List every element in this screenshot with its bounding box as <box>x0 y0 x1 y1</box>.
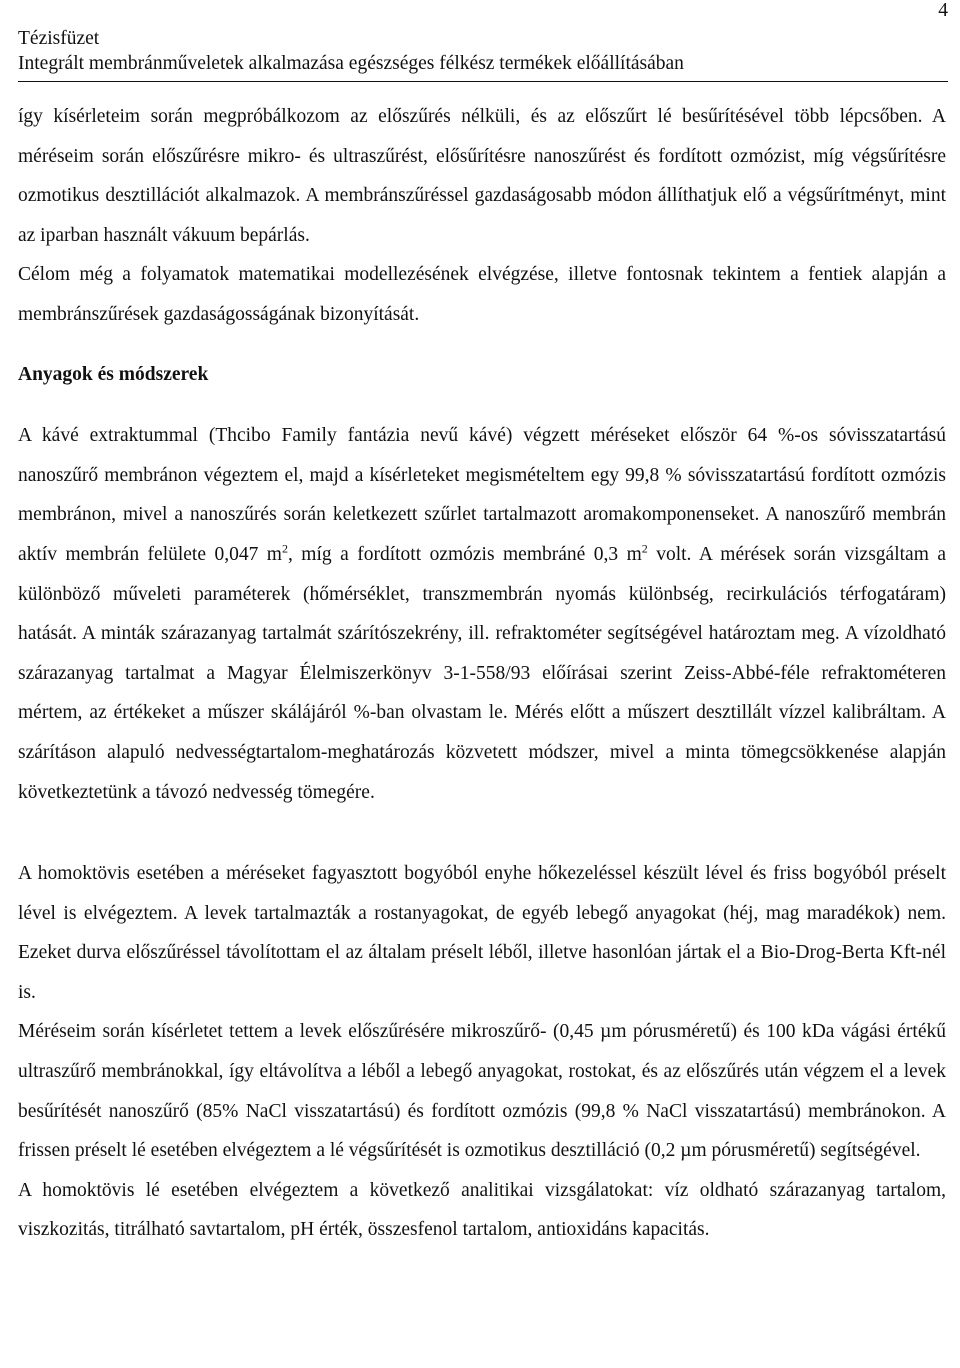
coffee-methods-paragraph <box>18 416 946 812</box>
section-heading: Anyagok és módszerek <box>18 363 209 385</box>
header-subtitle: Integrált membránműveletek alkalmazása egészséges félkész termékek előállításában <box>18 53 684 74</box>
coffee-text-2: , míg a fordított ozmózis membráné 0,3 m <box>287 543 642 565</box>
header-divider <box>18 81 948 82</box>
intro-paragraph-1: így kísérleteim során megpróbálkozom az előszűrés nélküli, és az előszűrt lé besűrítésével több lépcsőben. A méréseim során előszűrésre mikro- és ultraszűrést, elősűrítésre nanoszűrést és fordított ozmózist, míg végsűrítésre ozmotikus desztillációt alkalmazok. A membránszűréssel gazdaságosabb módon állíthatjuk elő a végsűrítményt, mint az iparban használt vákuum bepárlás. <box>18 106 946 246</box>
coffee-text-3: volt. A mérések során vizsgáltam a különböző műveleti paraméterek (hőmérséklet, transzmembrán nyomás különbség, recirkulációs térfogatáram) hatását. A minták szárazanyag tartalmát szárítószekrény, ill. refraktométer segítségével határoztam meg. A vízoldható szárazanyag tartalmat a Magyar Élelmiszerkönyv 3-1-558/93 előírásai szerint Zeiss-Abbé-féle refraktométeren mértem, az értékeket a műszer skálájáról %-ban olvastam le. Mérés előtt a műszert desztillált vízzel kalibráltam. A szárításon alapuló nedvességtartalom-meghatározás közvetett módszer, mivel a minta tömegcsökkenése alapján következtetünk a távozó nedvesség tömegére. <box>18 543 946 803</box>
superscript-2: 2 <box>641 541 648 556</box>
header-title: Tézisfüzet <box>18 28 100 49</box>
running-header <box>18 26 948 76</box>
intro-paragraph-2: Célom még a folyamatok matematikai modellezésének elvégzése, illetve fontosnak tekintem a fentiek alapján a membránszűrések gazdaságosságának bizonyítását. <box>18 264 946 325</box>
coffee-text-1: A kávé extraktummal (Thcibo Family fantázia nevű kávé) végzett méréseket először 64 %-os sóvisszatartású nanoszűrő membránon végeztem el, majd a kísérleteket megismételtem egy 99,8 % sóvisszatartású fordított ozmózis membránon, mivel a nanoszűrés során keletkezett szűrlet tartalmazott aromakomponenseket. A nanoszűrő membrán aktív membrán felülete 0,047 m <box>18 425 946 565</box>
page-number: 4 <box>938 0 948 21</box>
sea-buckthorn-paragraph-2: Méréseim során kísérletet tettem a levek előszűrésére mikroszűrő- (0,45 µm pórusméretű) és 100 kDa vágási értékű ultraszűrő membránokkal, így eltávolítva a léből a lebegő anyagokat, rostokat, és az előszűrés után végzem el a levek besűrítését nanoszűrő (85% NaCl visszatartású) és fordított ozmózis (99,8 % NaCl visszatartású) membránokon. A frissen préselt lé esetében elvégeztem a lé végsűrítését is ozmotikus desztilláció (0,2 µm pórusméretű) segítségével. <box>18 1021 946 1162</box>
sea-buckthorn-paragraph-3: A homoktövis lé esetében elvégeztem a következő analitikai vizsgálatokat: víz oldható szárazanyag tartalom, viszkozitás, titrálható savtartalom, pH érték, összesfenol tartalom, antioxidáns kapacitás. <box>18 1179 946 1241</box>
superscript-2: 2 <box>281 541 288 556</box>
document-body <box>18 97 946 1250</box>
sea-buckthorn-paragraph-1: A homoktövis esetében a méréseket fagyasztott bogyóból enyhe hőkezeléssel készült lével és friss bogyóból préselt lével is elvégeztem. A levek tartalmazták a rostanyagokat, de egyéb lebegő anyagokat (héj, mag maradékok) nem. Ezeket durva előszűréssel távolítottam el az általam préselt léből, illetve hasonlóan jártak el a Bio-Drog-Berta Kft-nél is. <box>18 863 946 1003</box>
